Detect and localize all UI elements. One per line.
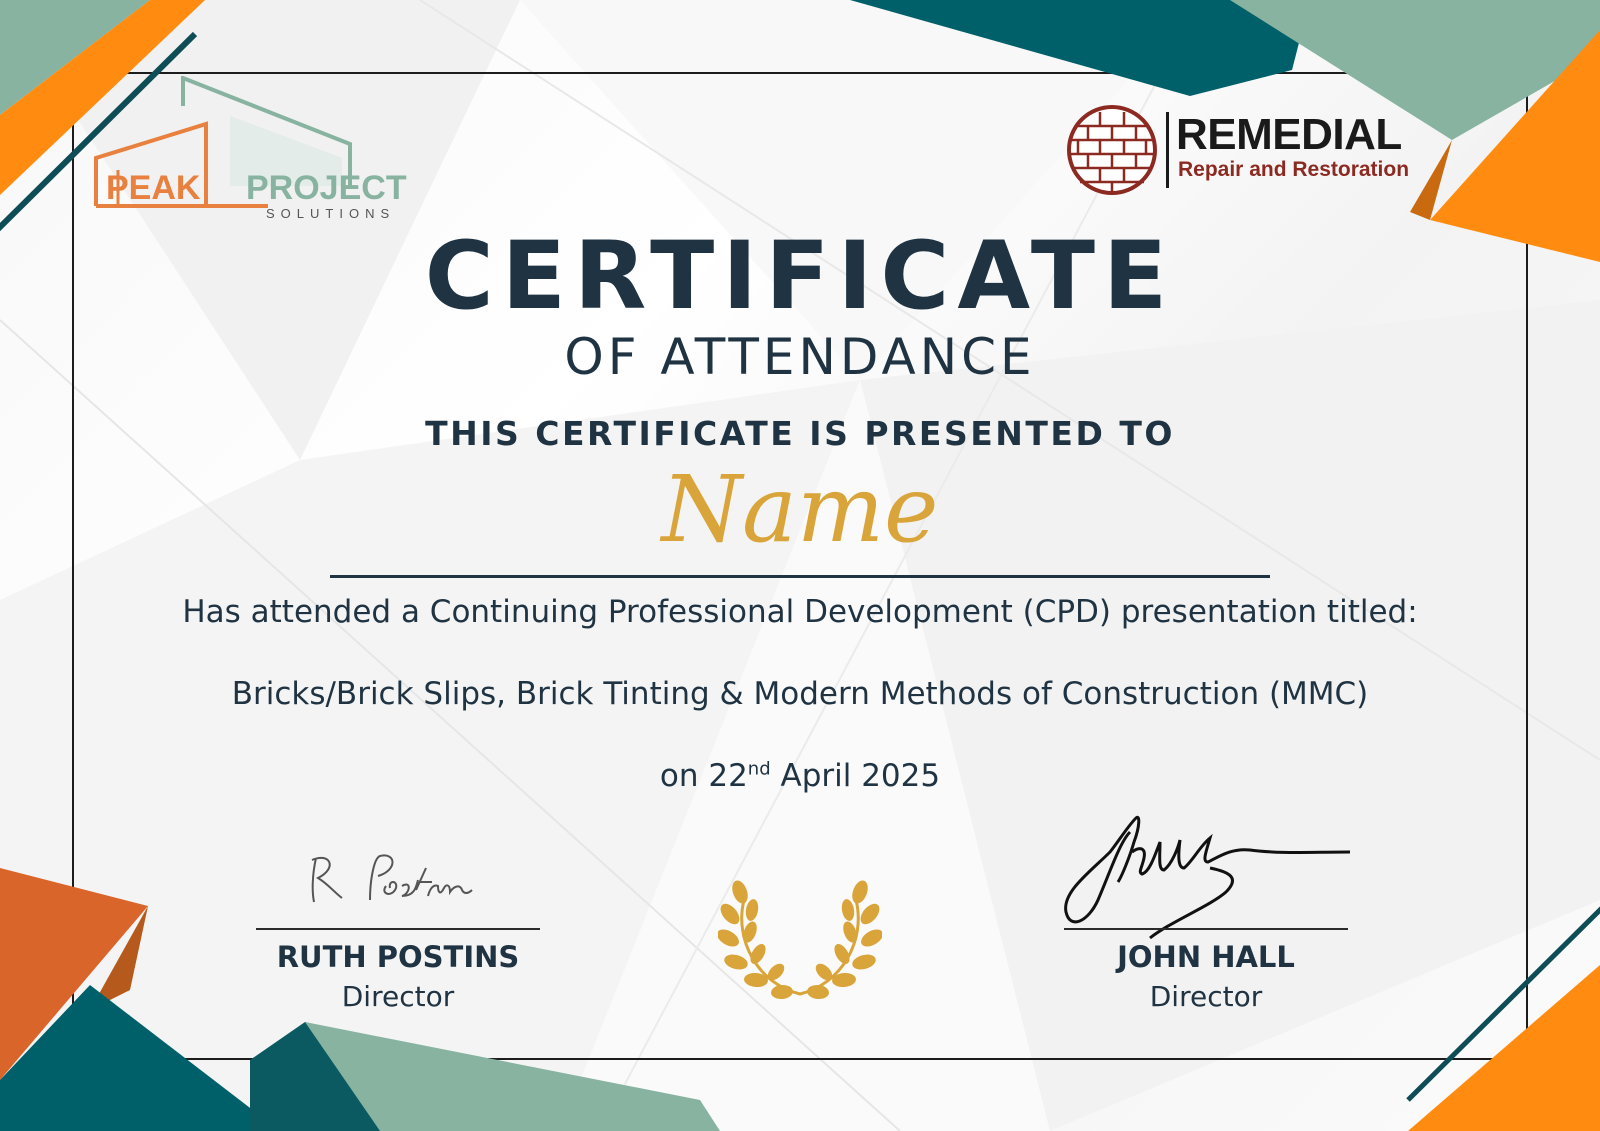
remedial-logo [1066,104,1426,196]
certificate-title: CERTIFICATE [424,222,1176,331]
remedial-divider [1166,112,1169,188]
certificate-subtitle: OF ATTENDANCE [564,328,1036,386]
signature-ruth-postins [300,850,500,920]
date-ordinal: nd [747,758,771,780]
peak-project-logo [88,76,448,226]
laurel-wreath-icon [718,880,882,1004]
peak-word: PEAK [106,169,201,207]
date-rest: April 2025 [770,758,941,794]
signatory-role-right: Director [1149,980,1263,1013]
signature-john-hall [1060,812,1380,952]
date-prefix: on 22 [659,758,748,794]
remedial-title: REMEDIAL [1176,110,1402,159]
signature-line-left [256,928,540,930]
remedial-subtitle: Repair and Restoration [1178,158,1410,181]
presentation-date [0,758,1600,794]
attendance-statement: Has attended a Continuing Professional Development (CPD) presentation titled: [182,594,1418,630]
signatory-role-left: Director [341,980,455,1013]
presentation-title: Bricks/Brick Slips, Brick Tinting & Modern Methods of Construction (MMC) [231,676,1369,712]
brick-wall-icon [1066,104,1158,196]
recipient-name: Name [661,456,939,563]
name-underline [330,575,1270,578]
project-word: PROJECT [246,169,407,207]
solutions-tagline: SOLUTIONS [266,206,396,221]
presented-to-label: THIS CERTIFICATE IS PRESENTED TO [425,414,1175,453]
signatory-name-right: JOHN HALL [1117,940,1295,974]
signature-line-right [1064,928,1348,930]
signatory-name-left: RUTH POSTINS [276,940,520,974]
